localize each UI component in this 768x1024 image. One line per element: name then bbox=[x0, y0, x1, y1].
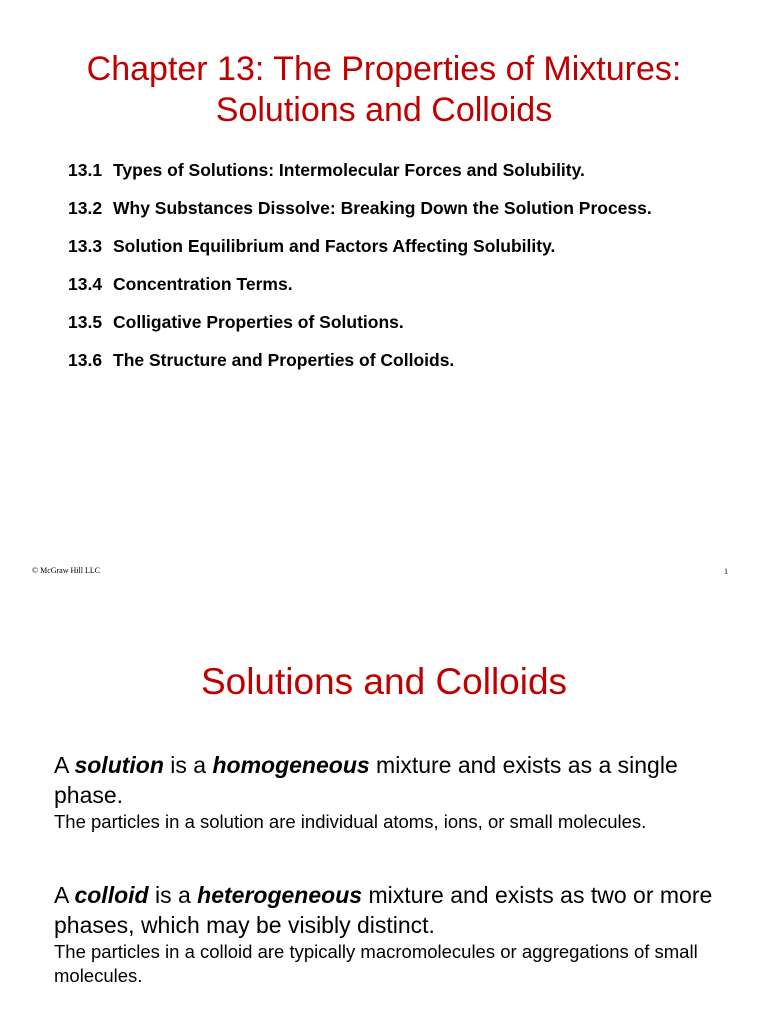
chapter-title-line-1: Chapter 13: The Properties of Mixtures: bbox=[86, 50, 682, 88]
definition-rest: mixture and exists as two or more phases, which may be visibly distinct. bbox=[54, 882, 713, 938]
toc-item bbox=[68, 234, 708, 258]
toc-item-number: 13.5 bbox=[68, 312, 103, 332]
chapter-title bbox=[0, 49, 768, 131]
article: A bbox=[54, 752, 69, 778]
toc-item bbox=[68, 158, 708, 182]
toc-item-text: Types of Solutions: Intermolecular Forces and Solubility. bbox=[113, 160, 585, 180]
toc-item-text: Concentration Terms. bbox=[113, 274, 293, 294]
copyright-notice: © McGraw Hill LLC bbox=[32, 566, 101, 575]
colloid-detail: The particles in a colloid are typically macromolecules or aggregations of small molecules. bbox=[54, 941, 698, 986]
toc-item-number: 13.4 bbox=[68, 274, 103, 294]
toc-item-number: 13.6 bbox=[68, 350, 103, 370]
definition-rest: mixture and exists as a single phase. bbox=[54, 752, 678, 808]
toc-item bbox=[68, 348, 708, 372]
article: A bbox=[54, 882, 69, 908]
toc-item bbox=[68, 272, 708, 296]
chapter-title-line-2: Solutions and Colloids bbox=[215, 91, 553, 129]
colloid-definition bbox=[54, 880, 744, 988]
term-heterogeneous: heterogeneous bbox=[197, 882, 363, 908]
page-number: 1 bbox=[724, 567, 728, 576]
toc-item bbox=[68, 196, 708, 220]
toc-item-text: Why Substances Dissolve: Breaking Down the Solution Process. bbox=[113, 198, 652, 218]
solution-detail: The particles in a solution are individual atoms, ions, or small molecules. bbox=[54, 811, 647, 832]
toc-item-number: 13.2 bbox=[68, 198, 103, 218]
toc-item-number: 13.3 bbox=[68, 236, 103, 256]
slide-title: Solutions and Colloids bbox=[200, 661, 568, 702]
term-colloid: colloid bbox=[74, 882, 149, 908]
toc-item bbox=[68, 310, 708, 334]
connector-text: is a bbox=[170, 752, 207, 778]
toc-item-number: 13.1 bbox=[68, 160, 103, 180]
colloid-lead-text bbox=[54, 880, 744, 940]
toc-item-text: The Structure and Properties of Colloids. bbox=[113, 350, 455, 370]
table-of-contents bbox=[68, 158, 708, 386]
term-homogeneous: homogeneous bbox=[212, 752, 370, 778]
toc-item-text: Colligative Properties of Solutions. bbox=[113, 312, 404, 332]
connector-text: is a bbox=[154, 882, 191, 908]
toc-item-text: Solution Equilibrium and Factors Affecting Solubility. bbox=[113, 236, 556, 256]
solution-lead-text bbox=[54, 750, 744, 810]
slide-2 bbox=[0, 640, 768, 1024]
solution-definition bbox=[54, 750, 744, 834]
term-solution: solution bbox=[74, 752, 164, 778]
